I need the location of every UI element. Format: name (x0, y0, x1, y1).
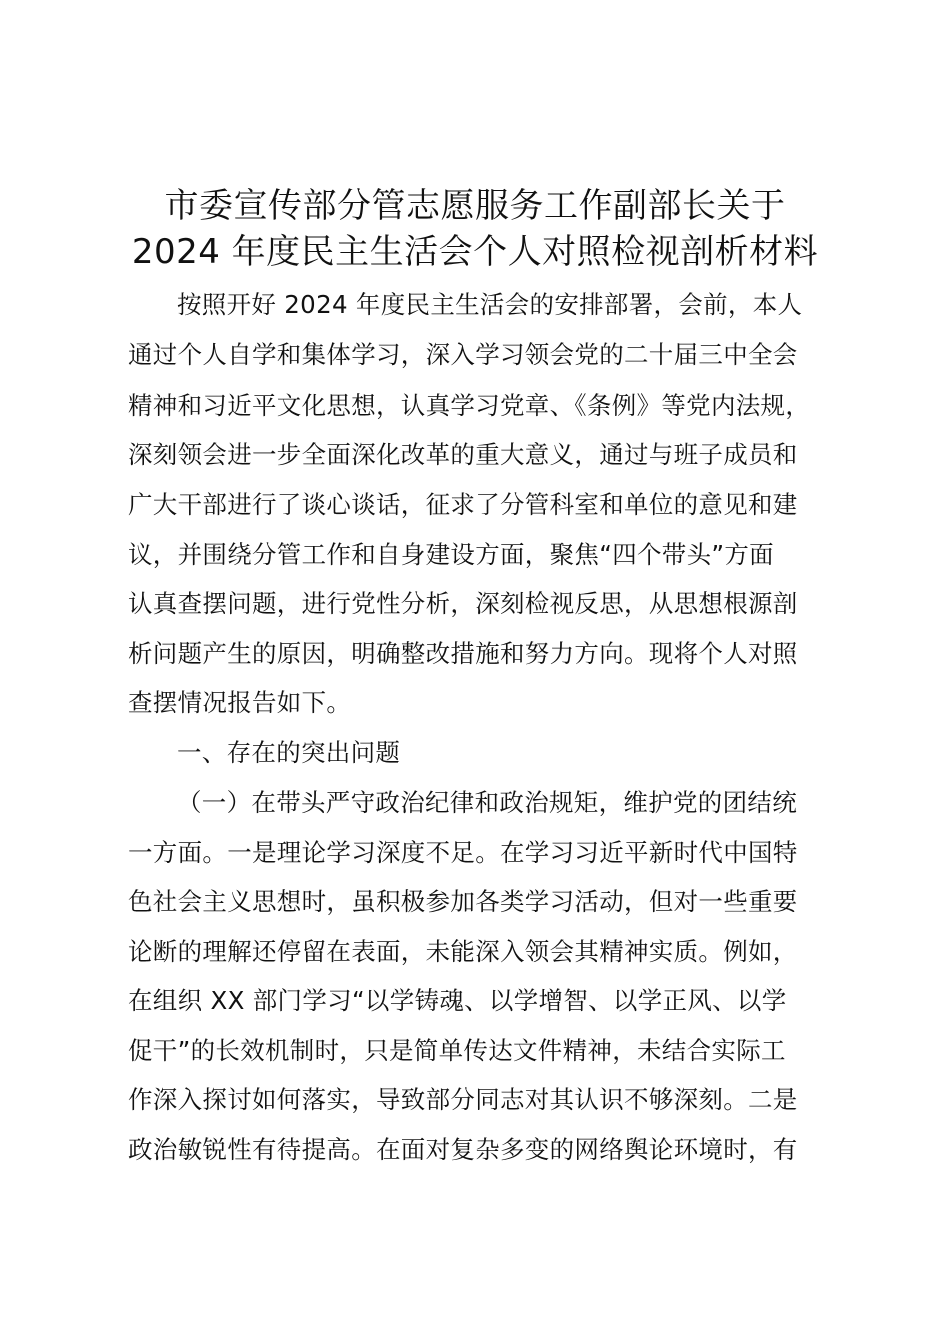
paragraph-line: 广大干部进行了谈心谈话，征求了分管科室和单位的意见和建 (128, 490, 798, 519)
section-heading: 一、存在的突出问题 (177, 738, 401, 767)
paragraph-line: 作深入探讨如何落实，导致部分同志对其认识不够深刻。二是 (128, 1085, 798, 1114)
paragraph-line: 查摆情况报告如下。 (128, 688, 352, 717)
document-title-line-2: 2024 年度民主生活会个人对照检视剖析材料 (131, 232, 819, 272)
paragraph-line: 一方面。一是理论学习深度不足。在学习习近平新时代中国特 (128, 838, 798, 867)
paragraph-line: 通过个人自学和集体学习，深入学习领会党的二十届三中全会 (128, 340, 798, 369)
paragraph-line: 在组织 XX 部门学习“以学铸魂、以学增智、以学正风、以学 (128, 986, 787, 1015)
paragraph-line: 议，并围绕分管工作和自身建设方面，聚焦“四个带头”方面 (128, 540, 774, 569)
paragraph-line: 色社会主义思想时，虽积极参加各类学习活动，但对一些重要 (128, 887, 798, 916)
paragraph-line: 认真查摆问题，进行党性分析，深刻检视反思，从思想根源剖 (128, 589, 798, 618)
paragraph-line: 析问题产生的原因，明确整改措施和努力方向。现将个人对照 (128, 639, 798, 668)
paragraph-line: 精神和习近平文化思想，认真学习党章、《条例》等党内法规， (128, 391, 811, 420)
paragraph-line: 政治敏锐性有待提高。在面对复杂多变的网络舆论环境时，有 (128, 1135, 798, 1164)
paragraph-line: 促干”的长效机制时，只是简单传达文件精神，未结合实际工 (128, 1036, 786, 1065)
paragraph-line: 深刻领会进一步全面深化改革的重大意义，通过与班子成员和 (128, 440, 798, 469)
document-title-line-1: 市委宣传部分管志愿服务工作副部长关于 (164, 186, 786, 226)
paragraph-line: 论断的理解还停留在表面，未能深入领会其精神实质。例如， (128, 937, 798, 966)
paragraph-line: 按照开好 2024 年度民主生活会的安排部署，会前，本人 (177, 290, 803, 319)
paragraph-line: （一）在带头严守政治纪律和政治规矩，维护党的团结统 (177, 788, 797, 817)
